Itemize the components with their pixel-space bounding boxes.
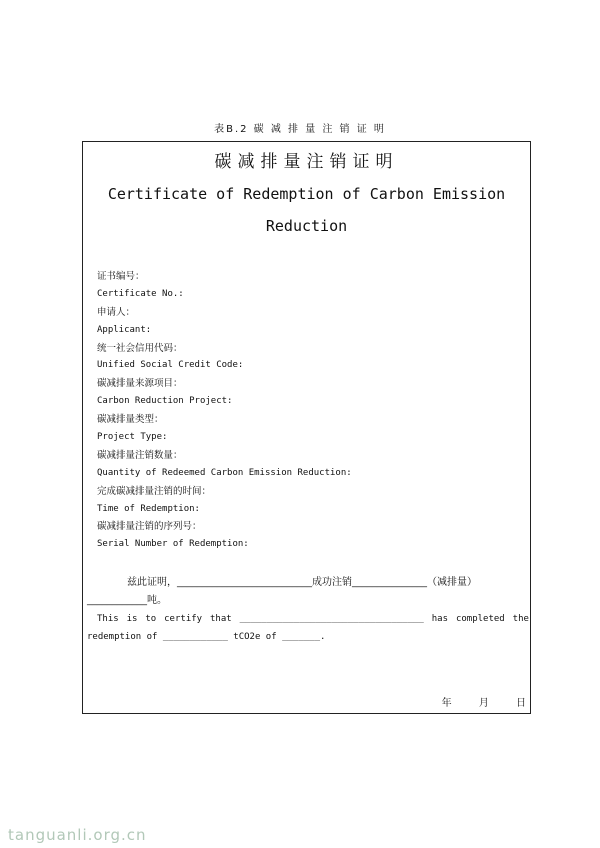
field-label-credit-code-en: Unified Social Credit Code: — [97, 360, 244, 371]
statement-word: certify — [164, 614, 203, 624]
statement-blank: __________________________________ — [239, 614, 424, 624]
field-label-applicant-en: Applicant: — [97, 324, 152, 335]
statement-en — [87, 610, 529, 646]
statement-word: This — [97, 614, 119, 624]
statement-word: the — [512, 614, 529, 624]
certificate-title-en: Certificate of Redemption of Carbon Emission Reduction — [107, 185, 506, 235]
field-label-serial-en: Serial Number of Redemption: — [97, 539, 249, 550]
statement-word: to — [145, 614, 157, 624]
field-label-cert-no-cn: 证书编号： — [97, 271, 145, 282]
statement-word: has — [431, 614, 449, 624]
certificate-title-cn: 碳减排量注销证明 — [214, 152, 399, 172]
field-label-quantity-en: Quantity of Redeemed Carbon Emission Reduction: — [97, 467, 352, 478]
field-label-serial-cn: 碳减排量注销的序列号： — [97, 521, 202, 533]
field-label-quantity-cn: 碳减排量注销数量： — [97, 449, 183, 461]
field-label-time-en: Time of Redemption: — [97, 503, 200, 514]
field-label-time-cn: 完成碳减排量注销的时间： — [97, 485, 212, 497]
date-row — [418, 694, 526, 709]
field-label-credit-code-cn: 统一社会信用代码： — [97, 342, 183, 354]
statement-en-line1 — [87, 610, 529, 628]
date-month: 月 — [478, 698, 489, 709]
field-label-applicant-cn: 申请人： — [97, 306, 136, 318]
date-year: 年 — [441, 698, 452, 709]
statement-word: that — [210, 614, 232, 624]
field-label-project-cn: 碳减排量来源项目： — [97, 378, 183, 390]
statement-en-line2: redemption of ____________ tCO2e of _______. — [87, 632, 326, 642]
certificate-fields — [97, 268, 352, 554]
statement-word: completed — [455, 614, 505, 624]
table-caption: 表B.2 碳 减 排 量 注 销 证 明 — [214, 124, 386, 135]
field-label-type-en: Project Type: — [97, 432, 168, 443]
statement-cn: 兹此证明，___________________________成功注销_______________（减排量）____________吨。 — [87, 577, 477, 606]
certificate-form — [82, 141, 531, 714]
site-watermark: tanguanli.org.cn — [8, 826, 147, 844]
field-label-type-cn: 碳减排量类型： — [97, 414, 164, 426]
statement-word: is — [126, 614, 138, 624]
date-day: 日 — [516, 698, 526, 709]
field-label-cert-no-en: Certificate No.: — [97, 288, 184, 299]
field-label-project-en: Carbon Reduction Project: — [97, 396, 233, 407]
